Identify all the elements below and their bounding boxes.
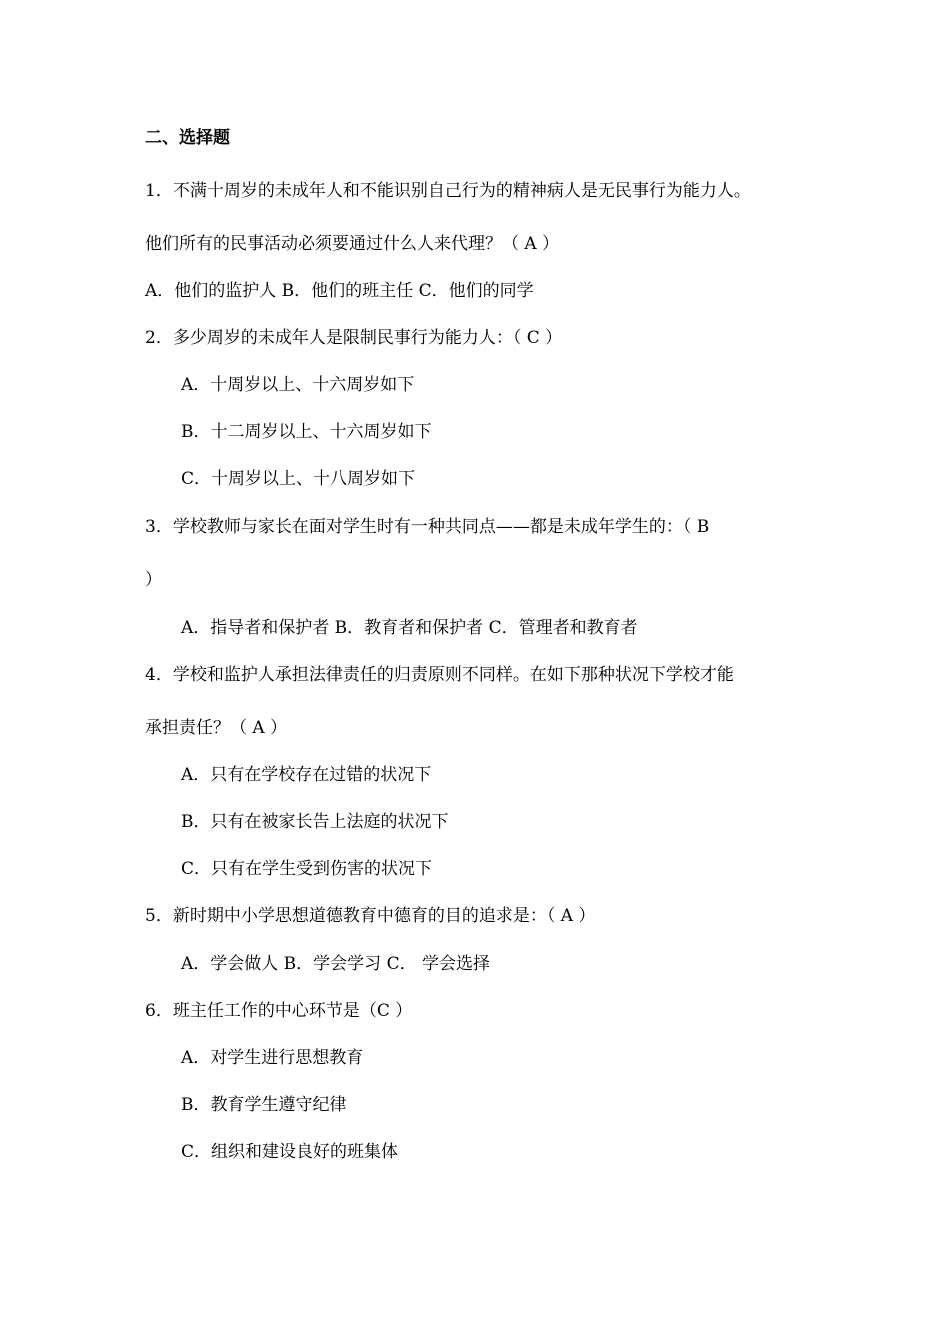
- question-6-option-a: A．对学生进行思想教育: [181, 1048, 364, 1068]
- question-4-option-b: B．只有在被家长告上法庭的状况下: [181, 812, 449, 832]
- question-2-option-a: A．十周岁以上、十六周岁如下: [181, 375, 415, 395]
- question-3-line-1: 3．学校教师与家长在面对学生时有一种共同点——都是未成年学生的：（ B: [145, 517, 710, 537]
- question-6-option-b: B．教育学生遵守纪律: [181, 1095, 347, 1115]
- question-1-options: A．他们的监护人 B．他们的班主任 C．他们的同学: [145, 281, 534, 301]
- question-6-line-1: 6．班主任工作的中心环节是（C ）: [145, 1001, 413, 1021]
- question-1-line-1: 1．不满十周岁的未成年人和不能识别自己行为的精神病人是无民事行为能力人。: [145, 181, 751, 201]
- question-4-line-1: 4．学校和监护人承担法律责任的归责原则不同样。在如下那种状况下学校才能: [145, 665, 734, 685]
- question-5-options: A．学会做人 B．学会学习 C． 学会选择: [181, 954, 490, 974]
- question-4-option-c: C．只有在学生受到伤害的状况下: [181, 859, 433, 879]
- question-5-line-1: 5．新时期中小学思想道德教育中德育的目的追求是：（ A ）: [145, 906, 596, 926]
- section-title: 二、选择题: [145, 128, 230, 148]
- question-3-options: A．指导者和保护者 B．教育者和保护者 C．管理者和教育者: [181, 618, 638, 638]
- question-3-line-2: ）: [145, 570, 162, 590]
- question-1-line-2: 他们所有的民事活动必须要通过什么人来代理？（ A ）: [145, 234, 560, 254]
- question-6-option-c: C．组织和建设良好的班集体: [181, 1142, 399, 1162]
- question-4-line-2: 承担责任？（ A ）: [145, 718, 288, 738]
- question-2-option-b: B．十二周岁以上、十六周岁如下: [181, 422, 432, 442]
- question-4-option-a: A．只有在学校存在过错的状况下: [181, 765, 432, 785]
- question-2-line-1: 2．多少周岁的未成年人是限制民事行为能力人：（ C ）: [145, 328, 563, 348]
- question-2-option-c: C．十周岁以上、十八周岁如下: [181, 469, 416, 489]
